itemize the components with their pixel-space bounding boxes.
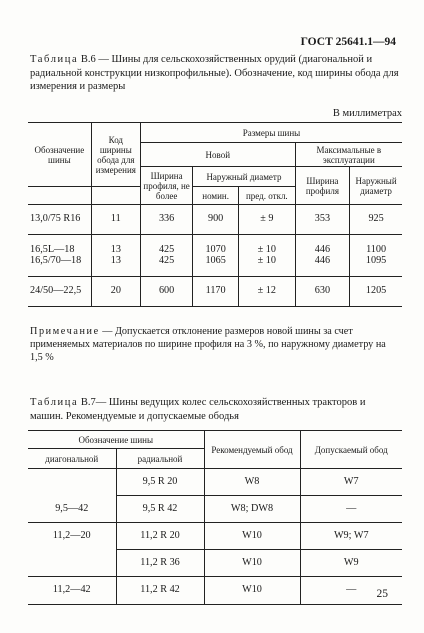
header-nominal: номин. xyxy=(193,187,239,205)
header-tolerance: пред. откл. xyxy=(239,187,296,205)
header-outer-diameter-max: Наружный диаметр xyxy=(350,167,402,205)
table-b7-caption xyxy=(30,396,400,423)
note-text: — Допускается отклонение размеров новой шины за счет применяемых материалов по ширине профиля на 3 %, по наружному диаметру на 1,5 % xyxy=(30,326,386,363)
table-row: 9,5—42 9,5 R 42 W8; DW8 — xyxy=(28,496,402,523)
header-radial: радиальной xyxy=(116,449,204,469)
header-designation: Обозначение шины xyxy=(28,431,204,449)
table-b6-caption xyxy=(30,53,400,94)
header-rim-code: Код ширины обода для измерения xyxy=(91,123,140,187)
header-diagonal: диагональной xyxy=(28,449,116,469)
header-profile-width-max: Ширина профиля, не более xyxy=(140,167,192,205)
note-label: Примечание xyxy=(30,326,100,337)
header-profile-width: Ширина профиля xyxy=(295,167,349,205)
table-row: 16,5L—18 16,5/70—18 13 13 425 425 1070 1065 ± 10 ± 10 446 446 1100 1095 xyxy=(28,235,402,277)
caption-label: Таблица xyxy=(30,397,79,408)
header-recommended: Рекомендуемый обод xyxy=(204,431,300,469)
table-b6 xyxy=(28,122,402,307)
header-outer-diameter: Наружный диаметр xyxy=(193,167,295,187)
table-row: 11,2—42 11,2 R 42 W10 — xyxy=(28,577,402,605)
header-designation: Обозначение шины xyxy=(28,123,91,187)
table-b7 xyxy=(28,430,402,605)
caption-text: В.7— Шины ведущих колес сельскохозяйственных тракторов и машин. Рекомендуемые и допускаемые ободья xyxy=(30,397,366,422)
units-label: В миллиметрах xyxy=(332,108,402,119)
header-new: Новой xyxy=(140,143,295,167)
standard-number: ГОСТ 25641.1—94 xyxy=(300,36,396,48)
table-row: 24/50—22,5 20 600 1170 ± 12 630 1205 xyxy=(28,277,402,307)
header-max-operation: Максимальные в эксплуатации xyxy=(295,143,402,167)
caption-text: В.6 — Шины для сельскохозяйственных орудий (диагональной и радиальной конструкции низкопрофильные). Обозначение, код ширины обода для измерения и размеры xyxy=(30,54,399,92)
table-row: 11,2—20 11,2 R 20 W10 W9; W7 xyxy=(28,523,402,550)
caption-label: Таблица xyxy=(30,54,79,65)
table-row: 13,0/75 R16 11 336 900 ± 9 353 925 xyxy=(28,205,402,235)
header-tire-sizes: Размеры шины xyxy=(140,123,402,143)
header-permitted: Допускаемый обод xyxy=(300,431,402,469)
table-b6-note xyxy=(30,325,400,364)
page-number: 25 xyxy=(376,588,388,600)
table-row: 11,2 R 36 W10 W9 xyxy=(28,550,402,577)
table-row: 9,5 R 20 W8 W7 xyxy=(28,469,402,496)
